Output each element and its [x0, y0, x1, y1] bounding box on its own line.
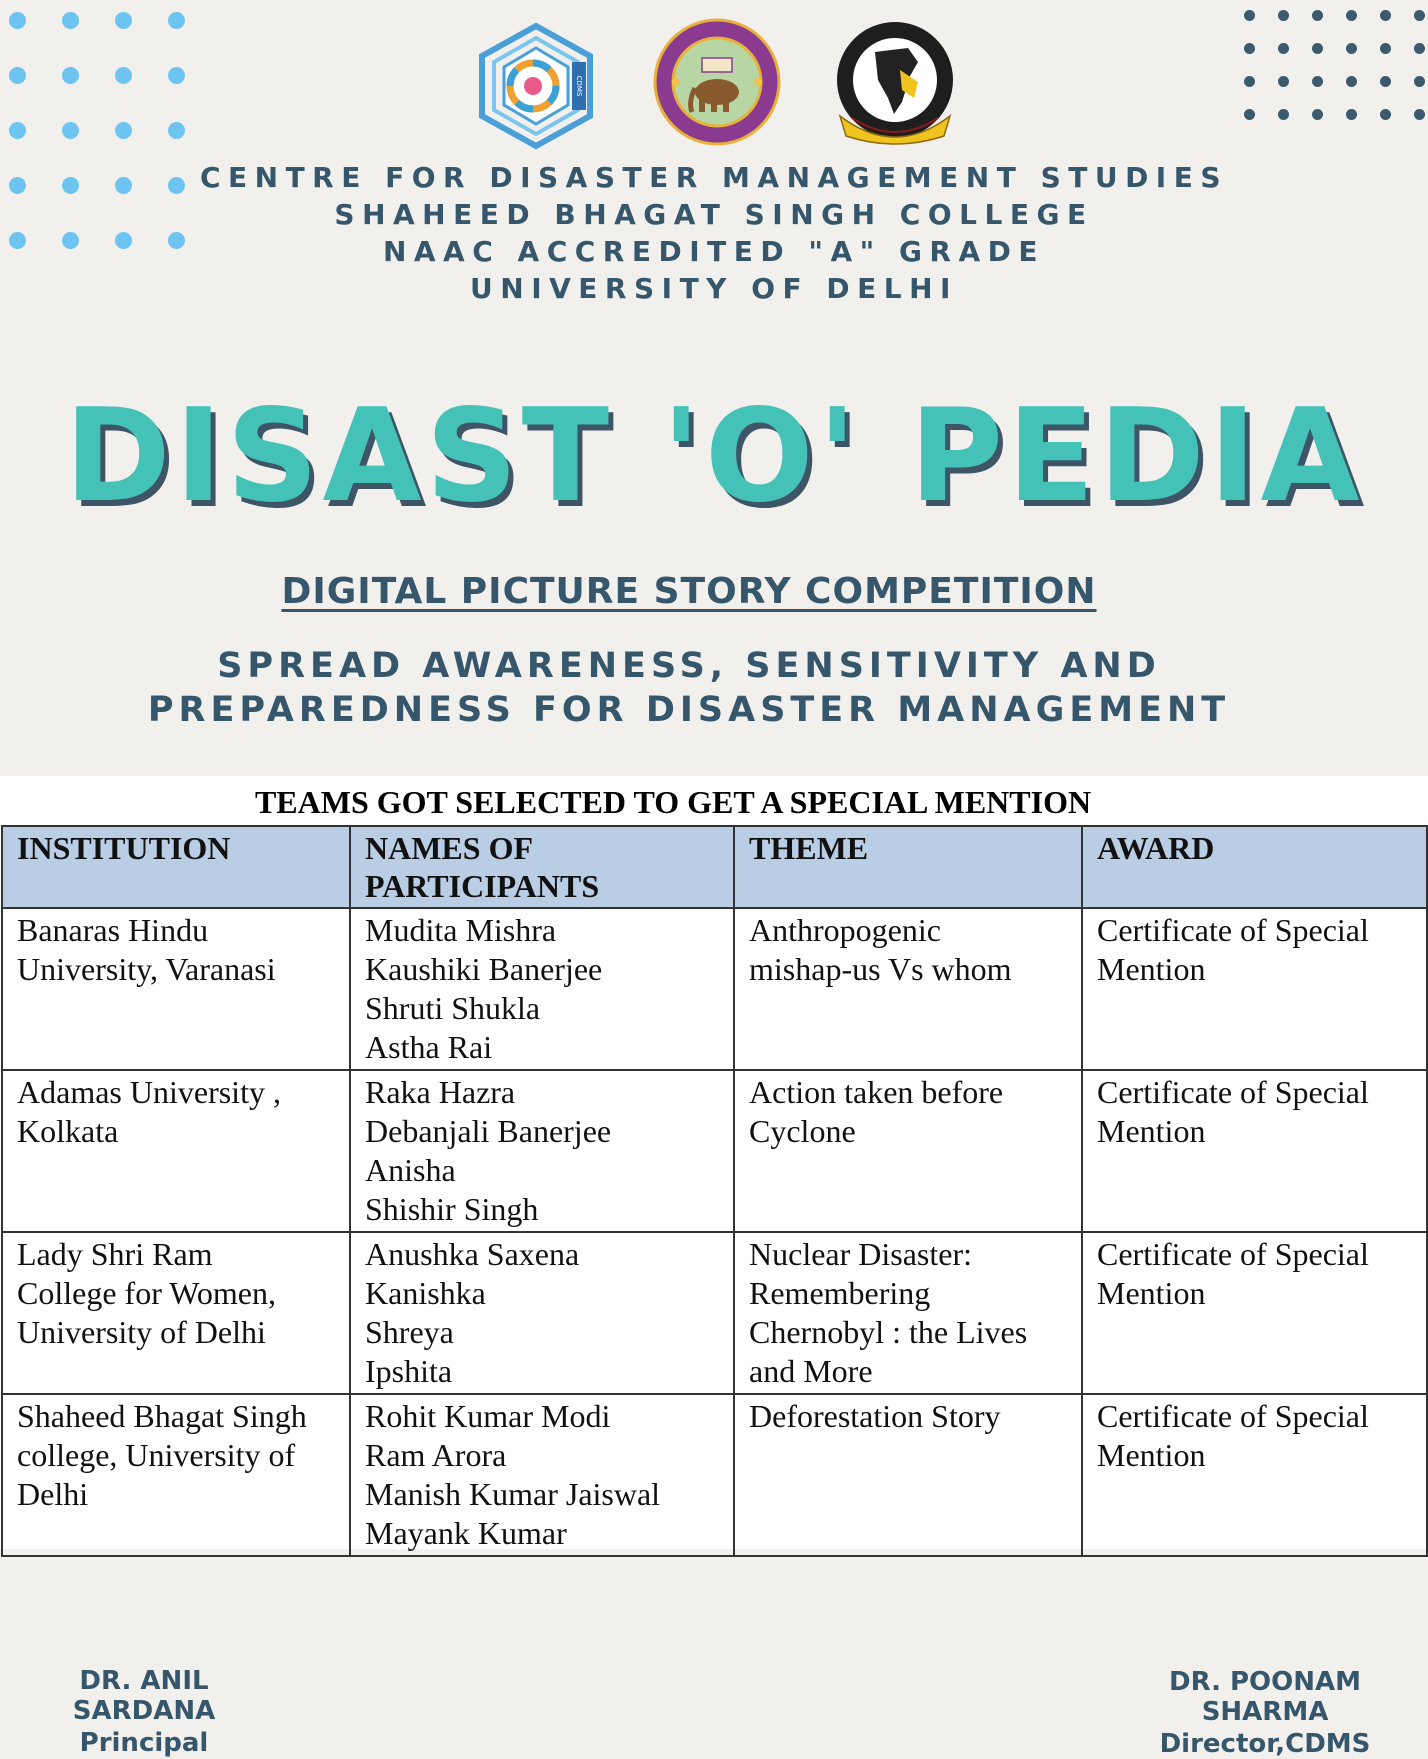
- theme-cell: Deforestation Story: [734, 1394, 1082, 1556]
- svg-text:CDMS: CDMS: [575, 75, 583, 97]
- award-cell: Certificate of Special Mention: [1082, 908, 1427, 1070]
- cdms-logo-icon: [478, 22, 594, 150]
- column-header-theme: THEME: [734, 826, 1082, 908]
- theme-cell: Action taken before Cyclone: [734, 1070, 1082, 1232]
- org-line-college: SHAHEED BHAGAT SINGH COLLEGE: [334, 198, 1094, 231]
- institution-cell: Shaheed Bhagat Singh college, University of Delhi: [2, 1394, 350, 1556]
- signatory-director: [1110, 1667, 1420, 1759]
- event-tagline-line-1: SPREAD AWARENESS, SENSITIVITY AND: [217, 646, 1161, 686]
- signatory-role: Director,CDMS: [1159, 1729, 1371, 1759]
- org-line-accreditation: NAAC ACCREDITED "A" GRADE: [382, 235, 1046, 268]
- table-row: [2, 908, 1427, 1070]
- award-cell: Certificate of Special Mention: [1082, 1232, 1427, 1394]
- results-caption: TEAMS GOT SELECTED TO GET A SPECIAL MENTION: [254, 784, 1092, 820]
- column-header-participants: NAMES OF PARTICIPANTS: [350, 826, 734, 908]
- theme-cell: Anthropogenic mishap-us Vs whom: [734, 908, 1082, 1070]
- table-row: [2, 1070, 1427, 1232]
- participants-cell: Mudita Mishra Kaushiki Banerjee Shruti Shukla Astha Rai: [350, 908, 734, 1070]
- org-line-centre: CENTRE FOR DISASTER MANAGEMENT STUDIES: [199, 161, 1229, 194]
- results-table: [1, 825, 1428, 1557]
- signatory-name: DR. ANIL SARDANA: [72, 1666, 216, 1726]
- signatory-name: DR. POONAM SHARMA: [1168, 1667, 1362, 1727]
- theme-cell: Nuclear Disaster: Remembering Chernobyl : the Lives and More: [734, 1232, 1082, 1394]
- decorative-dots-right: [1244, 10, 1425, 120]
- institution-cell: Adamas University , Kolkata: [2, 1070, 350, 1232]
- table-header-row: [2, 826, 1427, 908]
- signatory-principal: [14, 1666, 274, 1758]
- award-cell: Certificate of Special Mention: [1082, 1070, 1427, 1232]
- table-row: [2, 1232, 1427, 1394]
- event-subtitle: DIGITAL PICTURE STORY COMPETITION: [281, 571, 1097, 612]
- university-of-delhi-seal-icon: [652, 18, 782, 146]
- participants-cell: Anushka Saxena Kanishka Shreya Ipshita: [350, 1232, 734, 1394]
- shaheed-bhagat-singh-college-seal-icon: [830, 18, 960, 150]
- signatory-role: Principal: [79, 1728, 209, 1758]
- institution-cell: Banaras Hindu University, Varanasi: [2, 908, 350, 1070]
- award-cell: Certificate of Special Mention: [1082, 1394, 1427, 1556]
- org-line-university: UNIVERSITY OF DELHI: [470, 272, 958, 305]
- participants-cell: Raka Hazra Debanjali Banerjee Anisha Shishir Singh: [350, 1070, 734, 1232]
- table-row: [2, 1394, 1427, 1556]
- participants-cell: Rohit Kumar Modi Ram Arora Manish Kumar Jaiswal Mayank Kumar: [350, 1394, 734, 1556]
- institution-cell: Lady Shri Ram College for Women, University of Delhi: [2, 1232, 350, 1394]
- event-title: DISAST 'O' PEDIA: [64, 382, 1364, 531]
- column-header-institution: INSTITUTION: [2, 826, 350, 908]
- event-tagline-line-2: PREPAREDNESS FOR DISASTER MANAGEMENT: [147, 690, 1231, 730]
- column-header-award: AWARD: [1082, 826, 1427, 908]
